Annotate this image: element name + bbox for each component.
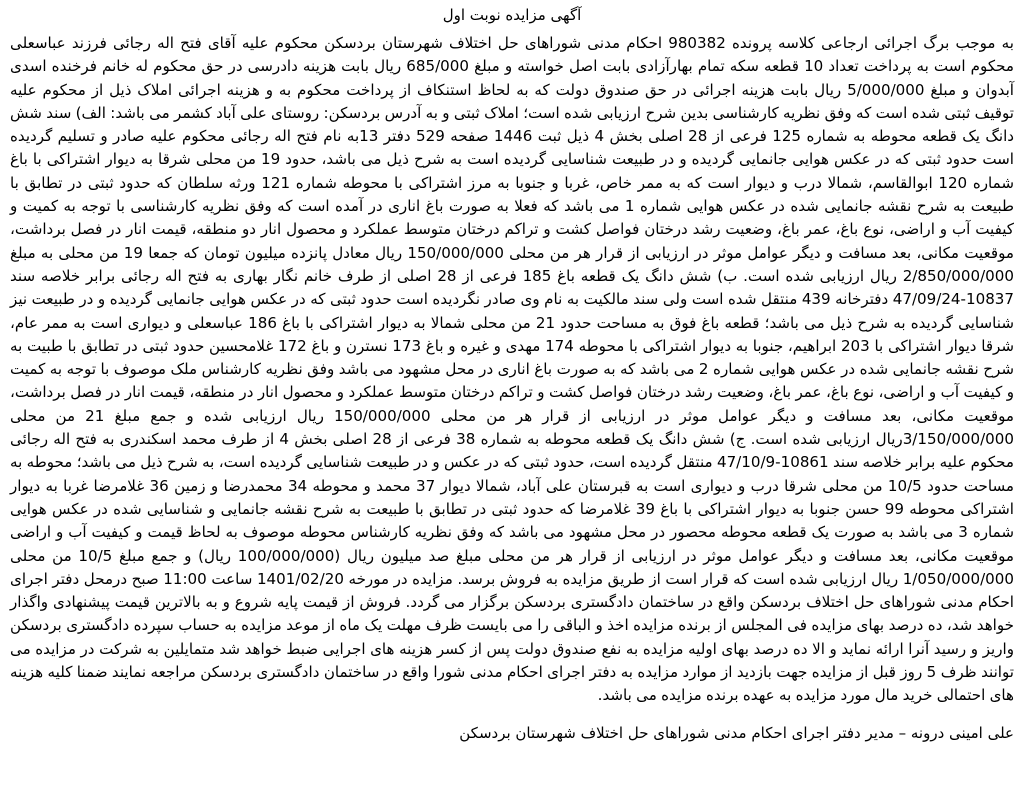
notice-signature: علی امینی درونه – مدیر دفتر اجرای احکام مدنی شوراهای حل اختلاف شهرستان بردسکن [459,723,1014,742]
notice-body: به موجب برگ اجرائی ارجاعی کلاسه پرونده 980382 احکام مدنی شوراهای حل اختلاف شهرستان بردسکن محکوم علیه آقای فتح اله رجائی فرزند عباسعلی محکوم است به پرداخت تعداد 10 قطعه سکه تمام بهارآزادی بابت اصل خواسته و مبلغ 685/000 ریال بابت هزینه دادرسی در حق محکوم له خانم فرخنده اسدی آبدوان و مبلغ 5/000/000 ریال بابت هزینه اجرائی در حق صندوق دولت که به لحاظ استنکاف از پرداخت محکوم به و هزینه اجرائی املاک ذیل از محکوم علیه توقیف ثبتی شده است که وفق نظریه کارشناسی بدین شرح ارزیابی شده است؛ املاک ثبتی و به آدرس بردسکن: روستای علی آباد کشمر می باشد: الف) سند شش دانگ یک قطعه محوطه به شماره 125 فرعی از 28 اصلی بخش 4 ذیل ثبت 1446 صفحه 529 دفتر 13به نام فتح اله رجائی محکوم علیه صادر و تسلیم گردیده است حدود ثبتی که در عکس هوایی جانمایی گردیده و در طبیعت شناسایی گردیده است به شرح ذیل می باشد، حدود 19 من محلی شرقا به دیوار اشتراکی با باغ شماره 120 ابوالقاسم، شمالا درب و دیوار است که به ممر خاص، غربا و جنوبا به مرز اشتراکی با محوطه شماره 121 ورثه سلطان که حدود ثبتی در تطابق با طبیعت به شرح نقشه جانمایی شده در عکس هوایی شماره 1 می باشد که فعلا به صورت باغ اناری در آمده است که وفق نظریه کارشناسی با توجه به کمیت و کیفیت آب و اراضی، نوع باغ، عمر باغ، وضعیت رشد درختان فواصل کشت و تراکم درختان متوسط عملکرد و محصول انار دو منطقه، قیمت انار در فصل برداشت، موقعیت مکانی، بعد مسافت و دیگر عوامل موثر در ارزیابی از قرار هر من محلی 150/000/000 ریال معادل پانزده میلیون تومان که جمعا 19 من محلی به مبلغ 2/850/000/000 ریال ارزیابی شده است. ب) شش دانگ یک قطعه باغ 185 فرعی از 28 اصلی از طرف خانم نگار بهاری به فتح اله رجائی برابر خلاصه سند 10837-47/09/24 دفترخانه 439 منتقل شده است ولی سند مالکیت به نام وی صادر نگردیده است حدود ثبتی که در عکس هوایی جانمایی گردیده و در طبیعت نیز شناسایی گردیده به شرح ذیل می باشد؛ قطعه باغ فوق به مساحت حدود 21 من محلی شمالا به دیوار اشتراکی با باغ 186 عباسعلی و دیواری است به ممر عام، شرقا دیوار اشتراکی با 203 ابراهیم، جنوبا به دیوار اشتراکی با محوطه 174 مهدی و غیره و باغ 173 نسترن و باغ 172 غلامحسین حدود ثبتی در تطابق با طبیت به شرح نقشه جانمایی شده در عکس هوایی شماره 2 می باشد که به صورت باغ اناری در محل مشهود می باشد وفق نظریه کارشناس ملک موصوف با توجه به کمیت و کیفیت آب و اراضی، نوع باغ، عمر باغ، وضعیت رشد درختان فواصل کشت و تراکم درختان متوسط عملکرد و محصول انار در منطقه، قیمت انار در فصل برداشت، موقعیت مکانی، بعد مسافت و دیگر عوامل موثر در ارزیابی از قرار هر من محلی 150/000/000 ریال ارزیابی شده و جمع مبلغ 21 من محلی 3/150/000/000ریال ارزیابی شده است. ج) شش دانگ یک قطعه محوطه به شماره 38 فرعی از 28 اصلی بخش 4 از طرف محمد اسکندری به فتح اله رجائی محکوم علیه برابر خلاصه سند 10861-47/10/9 منتقل گردیده است، حدود ثبتی که در عکس و در طبیعت شناسایی گردیده است، به شرح ذیل می باشد؛ محوطه به مساحت حدود 10/5 من محلی شرقا درب و دیواری است به قبرستان علی آباد، شمالا دیوار 37 محمد و محوطه 34 محمدرضا و زمین 36 غلامرضا غربا به دیوار اشتراکی محوطه 99 حسن جنوبا به دیوار اشتراکی با باغ 39 غلامرضا که حدود ثبتی در تطابق با طبیعت به شرح نقشه جانمایی و شناسایی شده در عکس هوایی شماره 3 می باشد به صورت یک قطعه محوطه محصور در محل مشهود می باشد که وفق نظریه کارشناس محوطه موصوف به لحاظ قیمت و کیفیت آب و اراضی موقعیت مکانی، بعد مسافت و دیگر عوامل موثر در ارزیابی از قرار هر من محلی مبلغ صد میلیون ریال (100/000/000 ریال) و جمع مبلغ 10/5 من محلی 1/050/000/000 ریال ارزیابی شده است که قرار است از طریق مزایده به فروش برسد. مزایده در مورخه 1401/02/20 ساعت 11:00 صبح درمحل دفتر اجرای احکام مدنی شوراهای حل اختلاف بردسکن واقع در ساختمان دادگستری بردسکن برگزار می گردد. فروش از قیمت پایه شروع و به بالاترین قیمت پیشنهادی واگذار خواهد شد، ده درصد بهای مزایده فی المجلس از برنده مزایده اخذ و الباقی را می بایست ظرف مهلت یک ماه از موعد مزایده به حساب سپرده دادگستری بردسکن واریز و رسید آنرا ارائه نماید و الا ده درصد بهای اولیه مزایده به نفع صندوق دولت پس از کسر هزینه های اجرایی ضبط خواهد شد متمایلین به شرکت در مزایده می توانند ظرف 5 روز قبل از مزایده جهت بازدید از موارد مزایده به دفتر اجرای احکام مدنی شورا واقع در ساختمان دادگستری بردسکن مراجعه نمایند ضمنا کلیه هزینه های احتمالی خرید مال مورد مزایده به عهده برنده مزایده می باشد. [10,34,1015,705]
notice-title: آگهی مزایده نوبت اول [442,6,582,24]
